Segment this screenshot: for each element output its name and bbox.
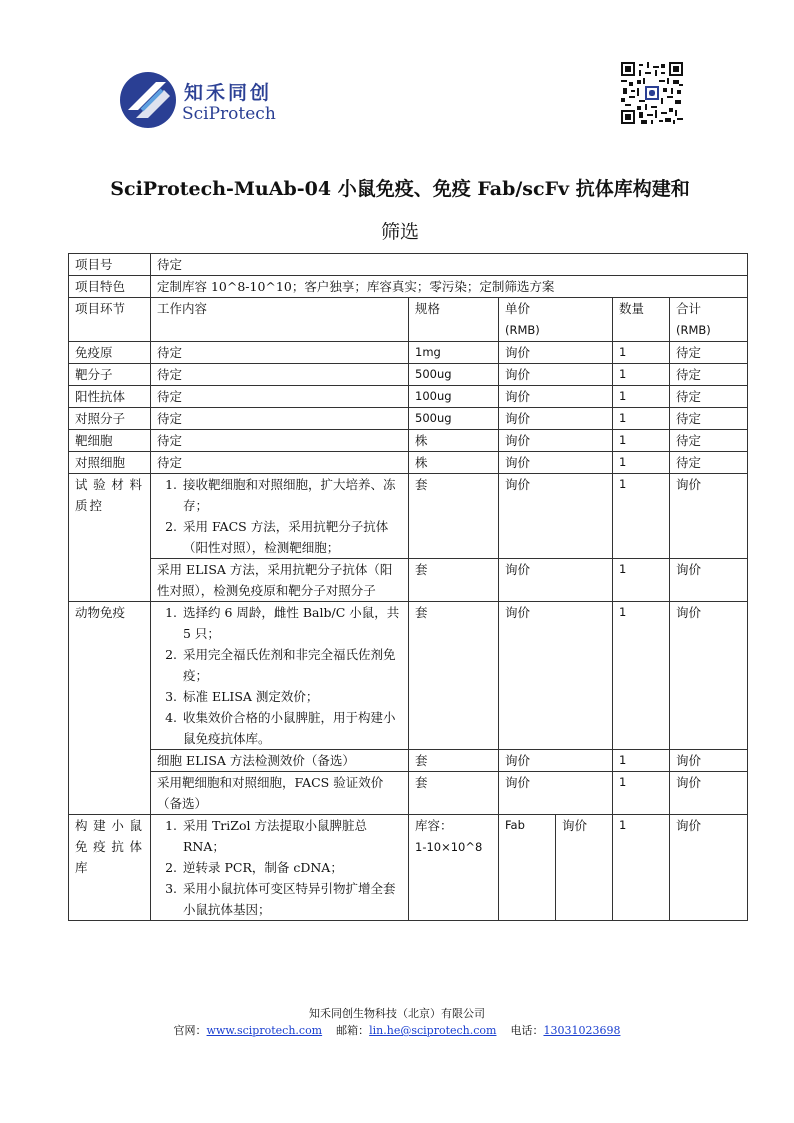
cell-qty: 1 — [613, 364, 670, 386]
cell-total: 待定 — [670, 408, 748, 430]
cell-spec: 套 — [409, 772, 499, 815]
company-logo — [118, 70, 288, 130]
table-row-feature — [69, 276, 748, 298]
logo-chinese-name: 知禾同创 — [184, 82, 273, 104]
document-title-line2: 筛选 — [380, 221, 419, 243]
qc-steps-list — [157, 474, 402, 558]
cell-spec: 套 — [409, 750, 499, 772]
cell-qty: 1 — [613, 602, 670, 750]
cell-total: 询价 — [670, 602, 748, 750]
cell-content — [151, 602, 409, 750]
cell-step: 阳性抗体 — [69, 386, 151, 408]
phone-label: 电话： — [510, 1024, 544, 1037]
cell-step: 构建小鼠免疫抗体库 — [69, 815, 151, 921]
cell-spec: 1mg — [409, 342, 499, 364]
cell-spec — [409, 815, 499, 921]
cell-price: 询价 — [556, 815, 613, 921]
cell-total: 询价 — [670, 559, 748, 602]
cell-label: 项目号 — [69, 254, 151, 276]
cell-qty: 1 — [613, 750, 670, 772]
document-title: SciProtech-MuAb-04 小鼠免疫、免疫 Fab/scFv 抗体库构建和 — [110, 178, 690, 200]
library-capacity-value: 1-10×10^8 — [415, 840, 483, 854]
cell-qty: 1 — [613, 772, 670, 815]
header-unit-price — [499, 298, 613, 342]
site-label: 官网： — [173, 1024, 207, 1037]
cell-step: 试验材料质控 — [69, 474, 151, 602]
table-header-row — [69, 298, 748, 342]
cell-content — [151, 474, 409, 559]
header-qty: 数量 — [613, 298, 670, 342]
list-item: 3. 采用小鼠抗体可变区特异引物扩增全套小鼠抗体基因； — [181, 878, 402, 920]
cell-total: 待定 — [670, 452, 748, 474]
table-row — [69, 430, 748, 452]
list-item: 2. 采用 FACS 方法，采用抗靶分子抗体（阳性对照），检测靶细胞； — [181, 516, 402, 558]
quote-table — [68, 253, 748, 921]
cell-step: 靶分子 — [69, 364, 151, 386]
table-row-qc — [69, 474, 748, 559]
cell-spec: 500ug — [409, 408, 499, 430]
cell-content: 采用靶细胞和对照细胞，FACS 验证效价（备选） — [151, 772, 409, 815]
header-content: 工作内容 — [151, 298, 409, 342]
list-item: 3. 标准 ELISA 测定效价； — [181, 686, 402, 707]
cell-content — [151, 815, 409, 921]
header-total-unit: (RMB) — [676, 323, 711, 337]
footer-company: 知禾同创生物科技（北京）有限公司 — [309, 1007, 485, 1020]
table-row — [69, 452, 748, 474]
cell-price: 询价 — [499, 559, 613, 602]
header-total-label: 合计 — [676, 301, 702, 316]
list-item: 2. 逆转录 PCR，制备 cDNA； — [181, 857, 402, 878]
email-link[interactable]: lin.he@sciprotech.com — [369, 1024, 497, 1037]
cell-content: 采用 ELISA 方法，采用抗靶分子抗体（阳性对照），检测免疫原和靶分子对照分子 — [151, 559, 409, 602]
cell-qty: 1 — [613, 452, 670, 474]
cell-price: 询价 — [499, 474, 613, 559]
cell-price: 询价 — [499, 386, 613, 408]
cell-step: 动物免疫 — [69, 602, 151, 815]
cell-price: 询价 — [499, 430, 613, 452]
cell-value: 待定 — [151, 254, 748, 276]
table-row — [69, 386, 748, 408]
table-row-immune — [69, 602, 748, 750]
cell-qty: 1 — [613, 342, 670, 364]
table-row-immune-cell-elisa — [69, 750, 748, 772]
logo-emblem-icon — [118, 70, 178, 130]
cell-spec: 株 — [409, 452, 499, 474]
cell-spec: 株 — [409, 430, 499, 452]
cell-total: 待定 — [670, 386, 748, 408]
header-unit-price-unit: (RMB) — [505, 323, 540, 337]
cell-qty: 1 — [613, 430, 670, 452]
header-total — [670, 298, 748, 342]
cell-qty: 1 — [613, 408, 670, 430]
immune-steps-list — [157, 602, 402, 749]
cell-spec: 套 — [409, 559, 499, 602]
header-unit-price-label: 单价 — [505, 301, 531, 316]
cell-format: Fab — [499, 815, 556, 921]
website-link[interactable]: www.sciprotech.com — [206, 1024, 323, 1037]
table-row-project-no — [69, 254, 748, 276]
cell-total: 询价 — [670, 772, 748, 815]
list-item: 1. 采用 TriZol 方法提取小鼠脾脏总 RNA； — [181, 815, 402, 857]
cell-qty: 1 — [613, 559, 670, 602]
mail-label: 邮箱： — [336, 1024, 370, 1037]
cell-total: 询价 — [670, 474, 748, 559]
list-item: 2. 采用完全福氏佐剂和非完全福氏佐剂免疫； — [181, 644, 402, 686]
list-item: 1. 接收靶细胞和对照细胞，扩大培养、冻存； — [181, 474, 402, 516]
header-spec: 规格 — [409, 298, 499, 342]
cell-price: 询价 — [499, 408, 613, 430]
library-capacity-label: 库容： — [415, 818, 453, 833]
cell-total: 询价 — [670, 750, 748, 772]
cell-spec: 套 — [409, 602, 499, 750]
table-row-qc-elisa — [69, 559, 748, 602]
footer-contacts — [0, 1022, 794, 1038]
cell-price: 询价 — [499, 602, 613, 750]
cell-total: 待定 — [670, 364, 748, 386]
cell-step: 对照细胞 — [69, 452, 151, 474]
table-row — [69, 364, 748, 386]
cell-price: 询价 — [499, 452, 613, 474]
cell-price: 询价 — [499, 750, 613, 772]
list-item: 1. 选择约 6 周龄，雌性 Balb/C 小鼠，共 5 只； — [181, 602, 402, 644]
cell-step: 对照分子 — [69, 408, 151, 430]
library-steps-list — [157, 815, 402, 920]
cell-content: 待定 — [151, 452, 409, 474]
cell-total: 询价 — [670, 815, 748, 921]
cell-content: 待定 — [151, 342, 409, 364]
cell-qty: 1 — [613, 815, 670, 921]
cell-spec: 套 — [409, 474, 499, 559]
cell-content: 细胞 ELISA 方法检测效价（备选） — [151, 750, 409, 772]
cell-content: 待定 — [151, 364, 409, 386]
cell-value: 定制库容 10^8-10^10；客户独享；库容真实；零污染；定制筛选方案 — [151, 276, 748, 298]
table-row — [69, 408, 748, 430]
table-row-immune-facs — [69, 772, 748, 815]
header-step: 项目环节 — [69, 298, 151, 342]
cell-content: 待定 — [151, 430, 409, 452]
table-row-library — [69, 815, 748, 921]
logo-english-name: SciProtech — [182, 104, 276, 124]
phone-link[interactable]: 13031023698 — [543, 1024, 621, 1037]
cell-qty: 1 — [613, 386, 670, 408]
cell-spec: 500ug — [409, 364, 499, 386]
cell-step: 靶细胞 — [69, 430, 151, 452]
cell-total: 待定 — [670, 342, 748, 364]
table-row — [69, 342, 748, 364]
cell-label: 项目特色 — [69, 276, 151, 298]
cell-price: 询价 — [499, 772, 613, 815]
cell-price: 询价 — [499, 364, 613, 386]
cell-content: 待定 — [151, 408, 409, 430]
cell-spec: 100ug — [409, 386, 499, 408]
cell-step: 免疫原 — [69, 342, 151, 364]
list-item: 4. 收集效价合格的小鼠脾脏，用于构建小鼠免疫抗体库。 — [181, 707, 402, 749]
cell-price: 询价 — [499, 342, 613, 364]
cell-qty: 1 — [613, 474, 670, 559]
cell-total: 待定 — [670, 430, 748, 452]
cell-content: 待定 — [151, 386, 409, 408]
qr-code-icon — [621, 62, 683, 124]
